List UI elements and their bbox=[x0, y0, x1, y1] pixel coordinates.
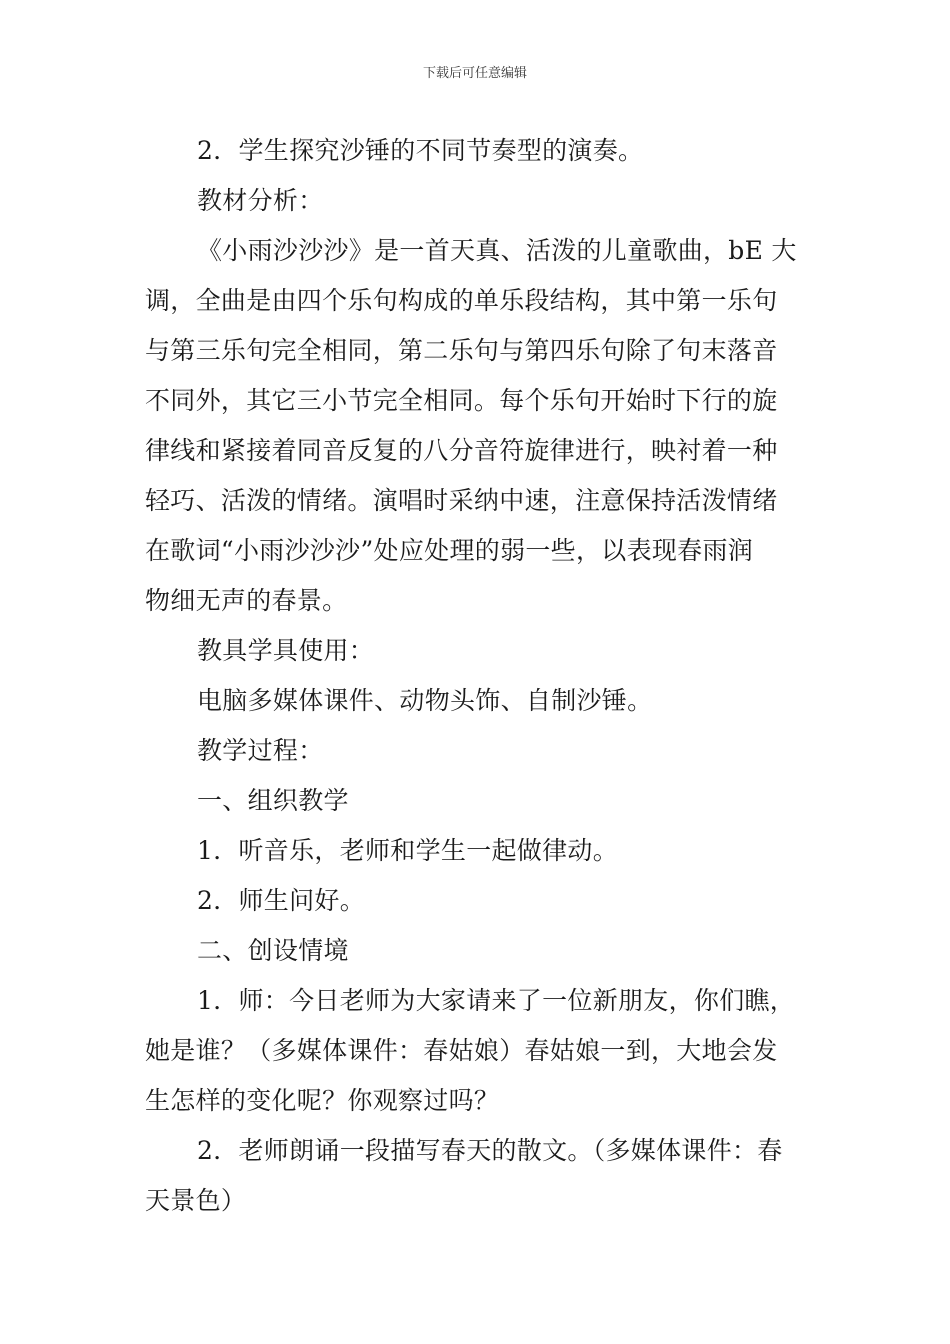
text-line: 物细无声的春景。 bbox=[145, 586, 348, 615]
text-line: 一、组织教学 bbox=[197, 786, 349, 815]
text-line: 教具学具使用： bbox=[197, 636, 375, 665]
text-line: 1．师：今日老师为大家请来了一位新朋友，你们瞧， bbox=[197, 986, 796, 1015]
text-line: 2．老师朗诵一段描写春天的散文。（多媒体课件：春 bbox=[197, 1136, 783, 1165]
text-line: 天景色） bbox=[145, 1186, 247, 1215]
text-line: 调，全曲是由四个乐句构成的单乐段结构，其中第一乐句 bbox=[145, 286, 778, 315]
text-line: 2．师生问好。 bbox=[197, 886, 366, 915]
text-line: 轻巧、活泼的情绪。演唱时采纳中速，注意保持活泼情绪 bbox=[145, 486, 778, 515]
text-line: 她是谁？（多媒体课件：春姑娘）春姑娘一到，大地会发 bbox=[145, 1036, 778, 1065]
text-line: 教材分析： bbox=[197, 186, 324, 215]
document-body bbox=[145, 126, 807, 1226]
page-header: 下载后可任意编辑 bbox=[422, 66, 527, 81]
text-line: 律线和紧接着同音反复的八分音符旋律进行，映衬着一种 bbox=[145, 436, 778, 465]
text-line: 生怎样的变化呢？你观察过吗？ bbox=[145, 1086, 500, 1115]
text-line: 2．学生探究沙锤的不同节奏型的演奏。 bbox=[197, 136, 644, 165]
text-line: 教学过程： bbox=[197, 736, 324, 765]
text-line: 1．听音乐，老师和学生一起做律动。 bbox=[197, 836, 619, 865]
text-line: 在歌词“小雨沙沙沙”处应处理的弱一些，以表现春雨润 bbox=[145, 536, 754, 565]
text-line: 《小雨沙沙沙》是一首天真、活泼的儿童歌曲，bE 大 bbox=[197, 236, 797, 265]
text-line: 二、创设情境 bbox=[197, 936, 349, 965]
text-line: 与第三乐句完全相同，第二乐句与第四乐句除了句末落音 bbox=[145, 336, 778, 365]
text-line: 电脑多媒体课件、动物头饰、自制沙锤。 bbox=[197, 686, 653, 715]
text-line: 不同外，其它三小节完全相同。每个乐句开始时下行的旋 bbox=[145, 386, 778, 415]
